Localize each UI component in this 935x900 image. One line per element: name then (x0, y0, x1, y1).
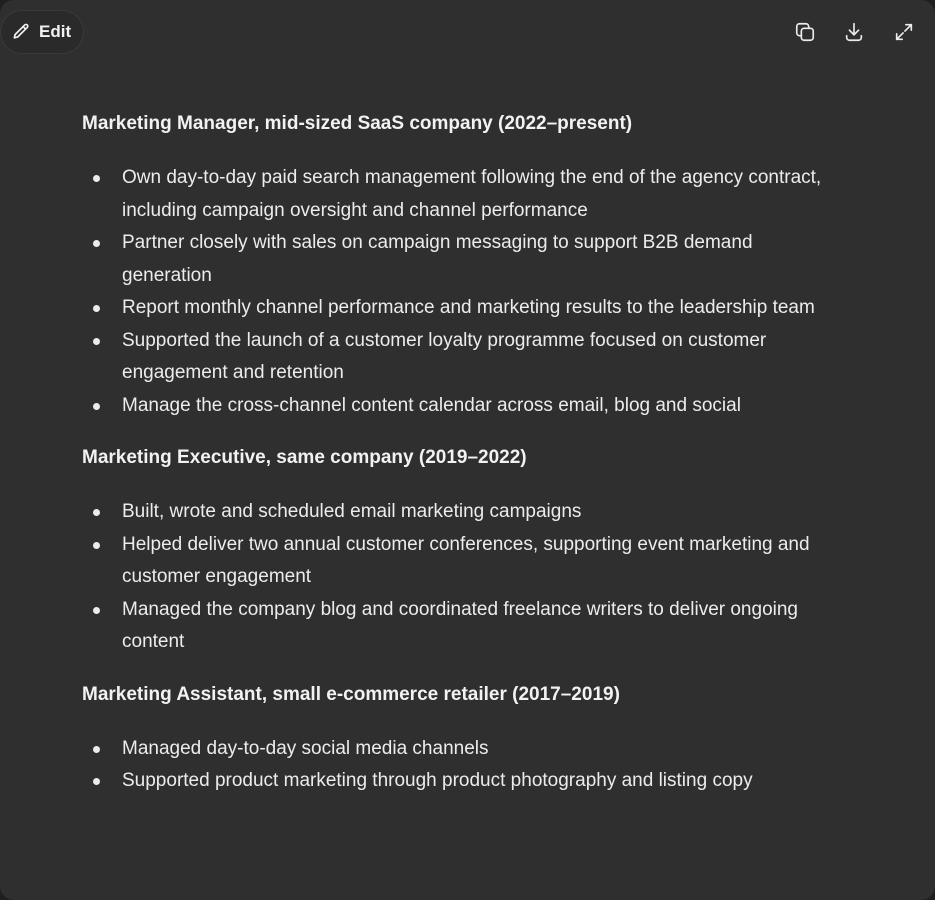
section-title: Marketing Assistant, small e-commerce retailer (2017–2019) (82, 683, 620, 705)
list-item (82, 325, 842, 390)
bullet-dot (93, 509, 100, 516)
bullet-dot (93, 542, 100, 549)
section-title: Marketing Manager, mid-sized SaaS company (2022–present) (82, 113, 633, 134)
list-item (82, 390, 842, 423)
edit-button-label: Edit (39, 22, 72, 41)
list-item (82, 227, 842, 292)
list-item (82, 496, 842, 529)
bullet-dot (93, 240, 100, 247)
list-item (82, 162, 842, 227)
download-icon (843, 21, 865, 43)
copy-icon (794, 21, 816, 43)
list-item-text: Report monthly channel performance and marketing results to the leadership team (122, 297, 815, 318)
list-item (82, 594, 842, 659)
list-item (82, 529, 842, 594)
section-title: Marketing Executive, same company (2019–2022) (82, 447, 527, 468)
edit-button[interactable] (0, 10, 84, 54)
list-item-text: Manage the cross-channel content calendar across email, blog and social (122, 394, 741, 416)
bullet-list (82, 733, 882, 798)
list-item-text: Built, wrote and scheduled email marketing campaigns (122, 501, 582, 522)
bullet-dot (93, 746, 100, 753)
list-item-text: Partner closely with sales on campaign messaging to support B2B demand generation (122, 232, 753, 286)
list-item-text: Supported product marketing through product photography and listing copy (122, 770, 753, 791)
pencil-icon (11, 22, 31, 42)
list-item (82, 765, 842, 798)
bullet-dot (93, 778, 100, 785)
download-button[interactable] (838, 16, 870, 48)
list-item-text: Managed day-to-day social media channels (122, 737, 489, 759)
bullet-dot (93, 338, 100, 345)
bullet-list (82, 496, 882, 659)
copy-button[interactable] (789, 16, 821, 48)
list-item-text: Supported the launch of a customer loyalty programme focused on customer engagement and retention (122, 329, 767, 383)
expand-button[interactable] (888, 16, 920, 48)
expand-icon (893, 21, 915, 43)
bullet-list (82, 162, 882, 422)
list-item-text: Own day-to-day paid search management following the end of the agency contract, including campaign oversight and channel performance (122, 167, 822, 221)
cv-experience (82, 110, 882, 820)
bullet-dot (93, 305, 100, 312)
bullet-dot (93, 403, 100, 410)
bullet-dot (93, 175, 100, 182)
list-item (82, 733, 842, 766)
list-item-text: Helped deliver two annual customer conferences, supporting event marketing and customer engagement (122, 533, 810, 587)
bullet-dot (93, 607, 100, 614)
list-item-text: Managed the company blog and coordinated freelance writers to deliver ongoing content (122, 598, 798, 652)
list-item (82, 292, 842, 325)
